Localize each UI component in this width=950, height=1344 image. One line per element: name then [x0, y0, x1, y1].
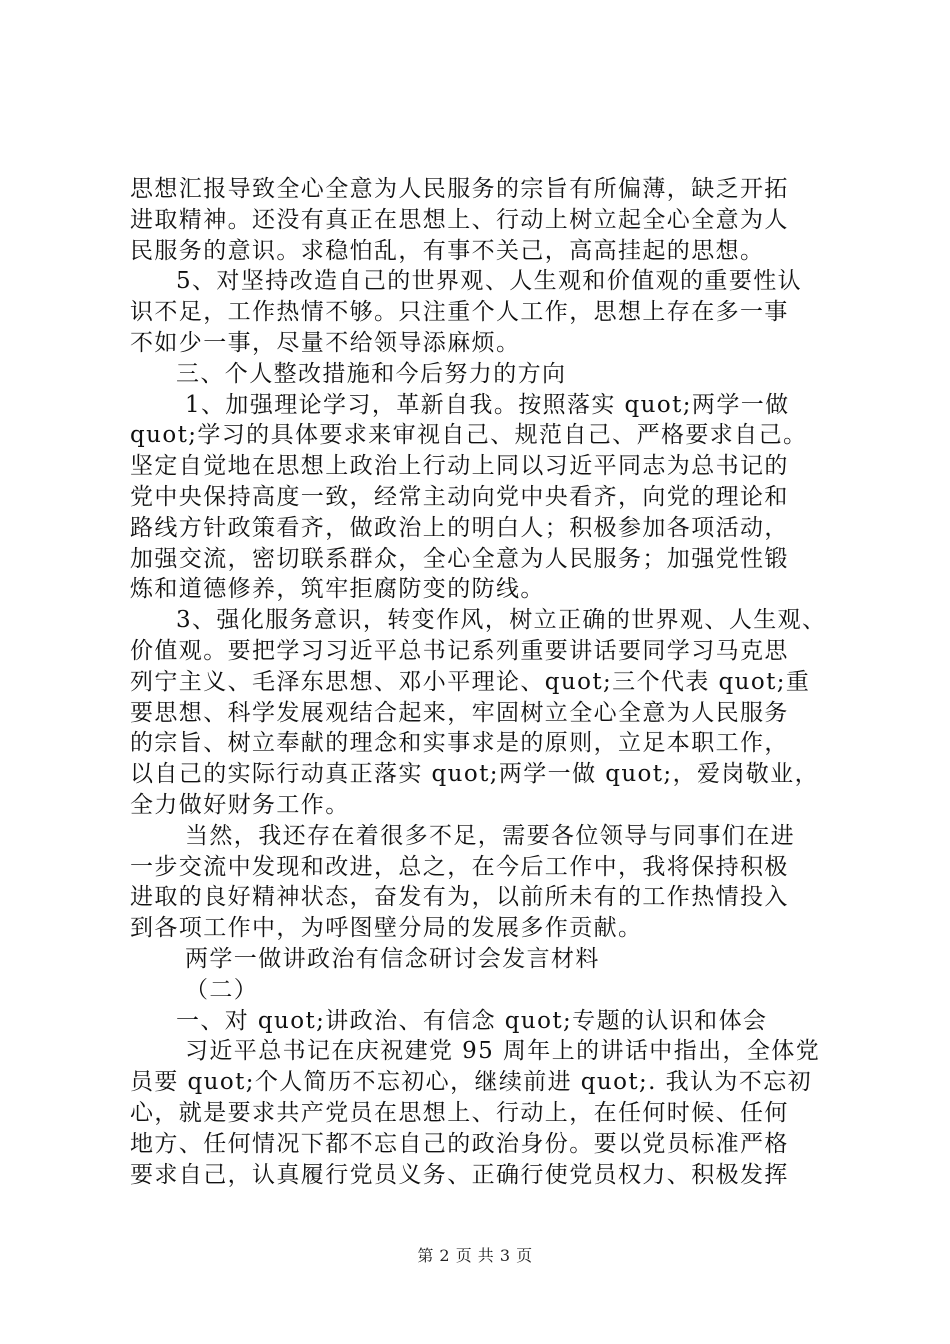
text-line: quot;学习的具体要求来审视自己、规范自己、严格要求自己。	[130, 422, 808, 449]
text-line: 价值观。要把学习习近平总书记系列重要讲话要同学习马克思	[130, 637, 789, 664]
text-line: 识不足，工作热情不够。只注重个人工作，思想上存在多一事	[130, 299, 789, 326]
text-line: （二）	[185, 976, 259, 1003]
text-line: 不如少一事，尽量不给领导添麻烦。	[130, 329, 521, 356]
text-line: 路线方针政策看齐，做政治上的明白人；积极参加各项活动，	[130, 514, 789, 541]
text-line: 一步交流中发现和改进，总之，在今后工作中，我将保持积极	[130, 853, 789, 880]
text-line: 要思想、科学发展观结合起来，牢固树立全心全意为人民服务	[130, 699, 789, 726]
text-line: 进取的良好精神状态，奋发有为，以前所未有的工作热情投入	[130, 884, 789, 911]
text-line: 思想汇报导致全心全意为人民服务的宗旨有所偏薄，缺乏开拓	[130, 176, 789, 202]
text-line: 三、个人整改措施和今后努力的方向	[176, 360, 567, 387]
text-line: 进取精神。还没有真正在思想上、行动上树立起全心全意为人	[130, 206, 789, 233]
text-line: 习近平总书记在庆祝建党 95 周年上的讲话中指出，全体党	[185, 1038, 821, 1065]
text-line: 当然，我还存在着很多不足，需要各位领导与同事们在进	[185, 822, 795, 849]
text-line: 3、强化服务意识，转变作风，树立正确的世界观、人生观、	[176, 607, 827, 634]
text-line: 民服务的意识。求稳怕乱，有事不关己，高高挂起的思想。	[130, 237, 765, 264]
text-line: 心，就是要求共产党员在思想上、行动上，在任何时候、任何	[130, 1099, 789, 1126]
text-line: 坚定自觉地在思想上政治上行动上同以习近平同志为总书记的	[130, 453, 789, 480]
text-line: 1、加强理论学习，革新自我。按照落实 quot;两学一做	[185, 391, 790, 418]
text-line: 5、对坚持改造自己的世界观、人生观和价值观的重要性认	[176, 268, 803, 295]
text-line: 党中央保持高度一致，经常主动向党中央看齐，向党的理论和	[130, 483, 789, 510]
text-line: 到各项工作中，为呼图壁分局的发展多作贡献。	[130, 915, 643, 942]
text-line: 一、对 quot;讲政治、有信念 quot;专题的认识和体会	[176, 1007, 768, 1034]
text-line: 要求自己，认真履行党员义务、正确行使党员权力、积极发挥	[130, 1161, 789, 1188]
text-line: 以自己的实际行动真正落实 quot;两学一做 quot;，爱岗敬业，	[130, 761, 819, 788]
text-line: 地方、任何情况下都不忘自己的政治身份。要以党员标准严格	[130, 1130, 789, 1157]
text-line: 员要 quot;个人简历不忘初心，继续前进 quot;. 我认为不忘初	[130, 1069, 812, 1096]
text-line: 加强交流，密切联系群众，全心全意为人民服务；加强党性锻	[130, 545, 789, 572]
text-line: 炼和道德修养，筑牢拒腐防变的防线。	[130, 576, 545, 603]
text-line: 的宗旨、树立奉献的理念和实事求是的原则，立足本职工作，	[130, 730, 789, 757]
document-body	[130, 174, 830, 1190]
text-line: 两学一做讲政治有信念研讨会发言材料	[185, 945, 600, 972]
text-line: 全力做好财务工作。	[130, 791, 350, 818]
page-footer: 第 2 页 共 3 页	[417, 1246, 533, 1265]
text-line: 列宁主义、毛泽东思想、邓小平理论、quot;三个代表 quot;重	[130, 668, 811, 695]
